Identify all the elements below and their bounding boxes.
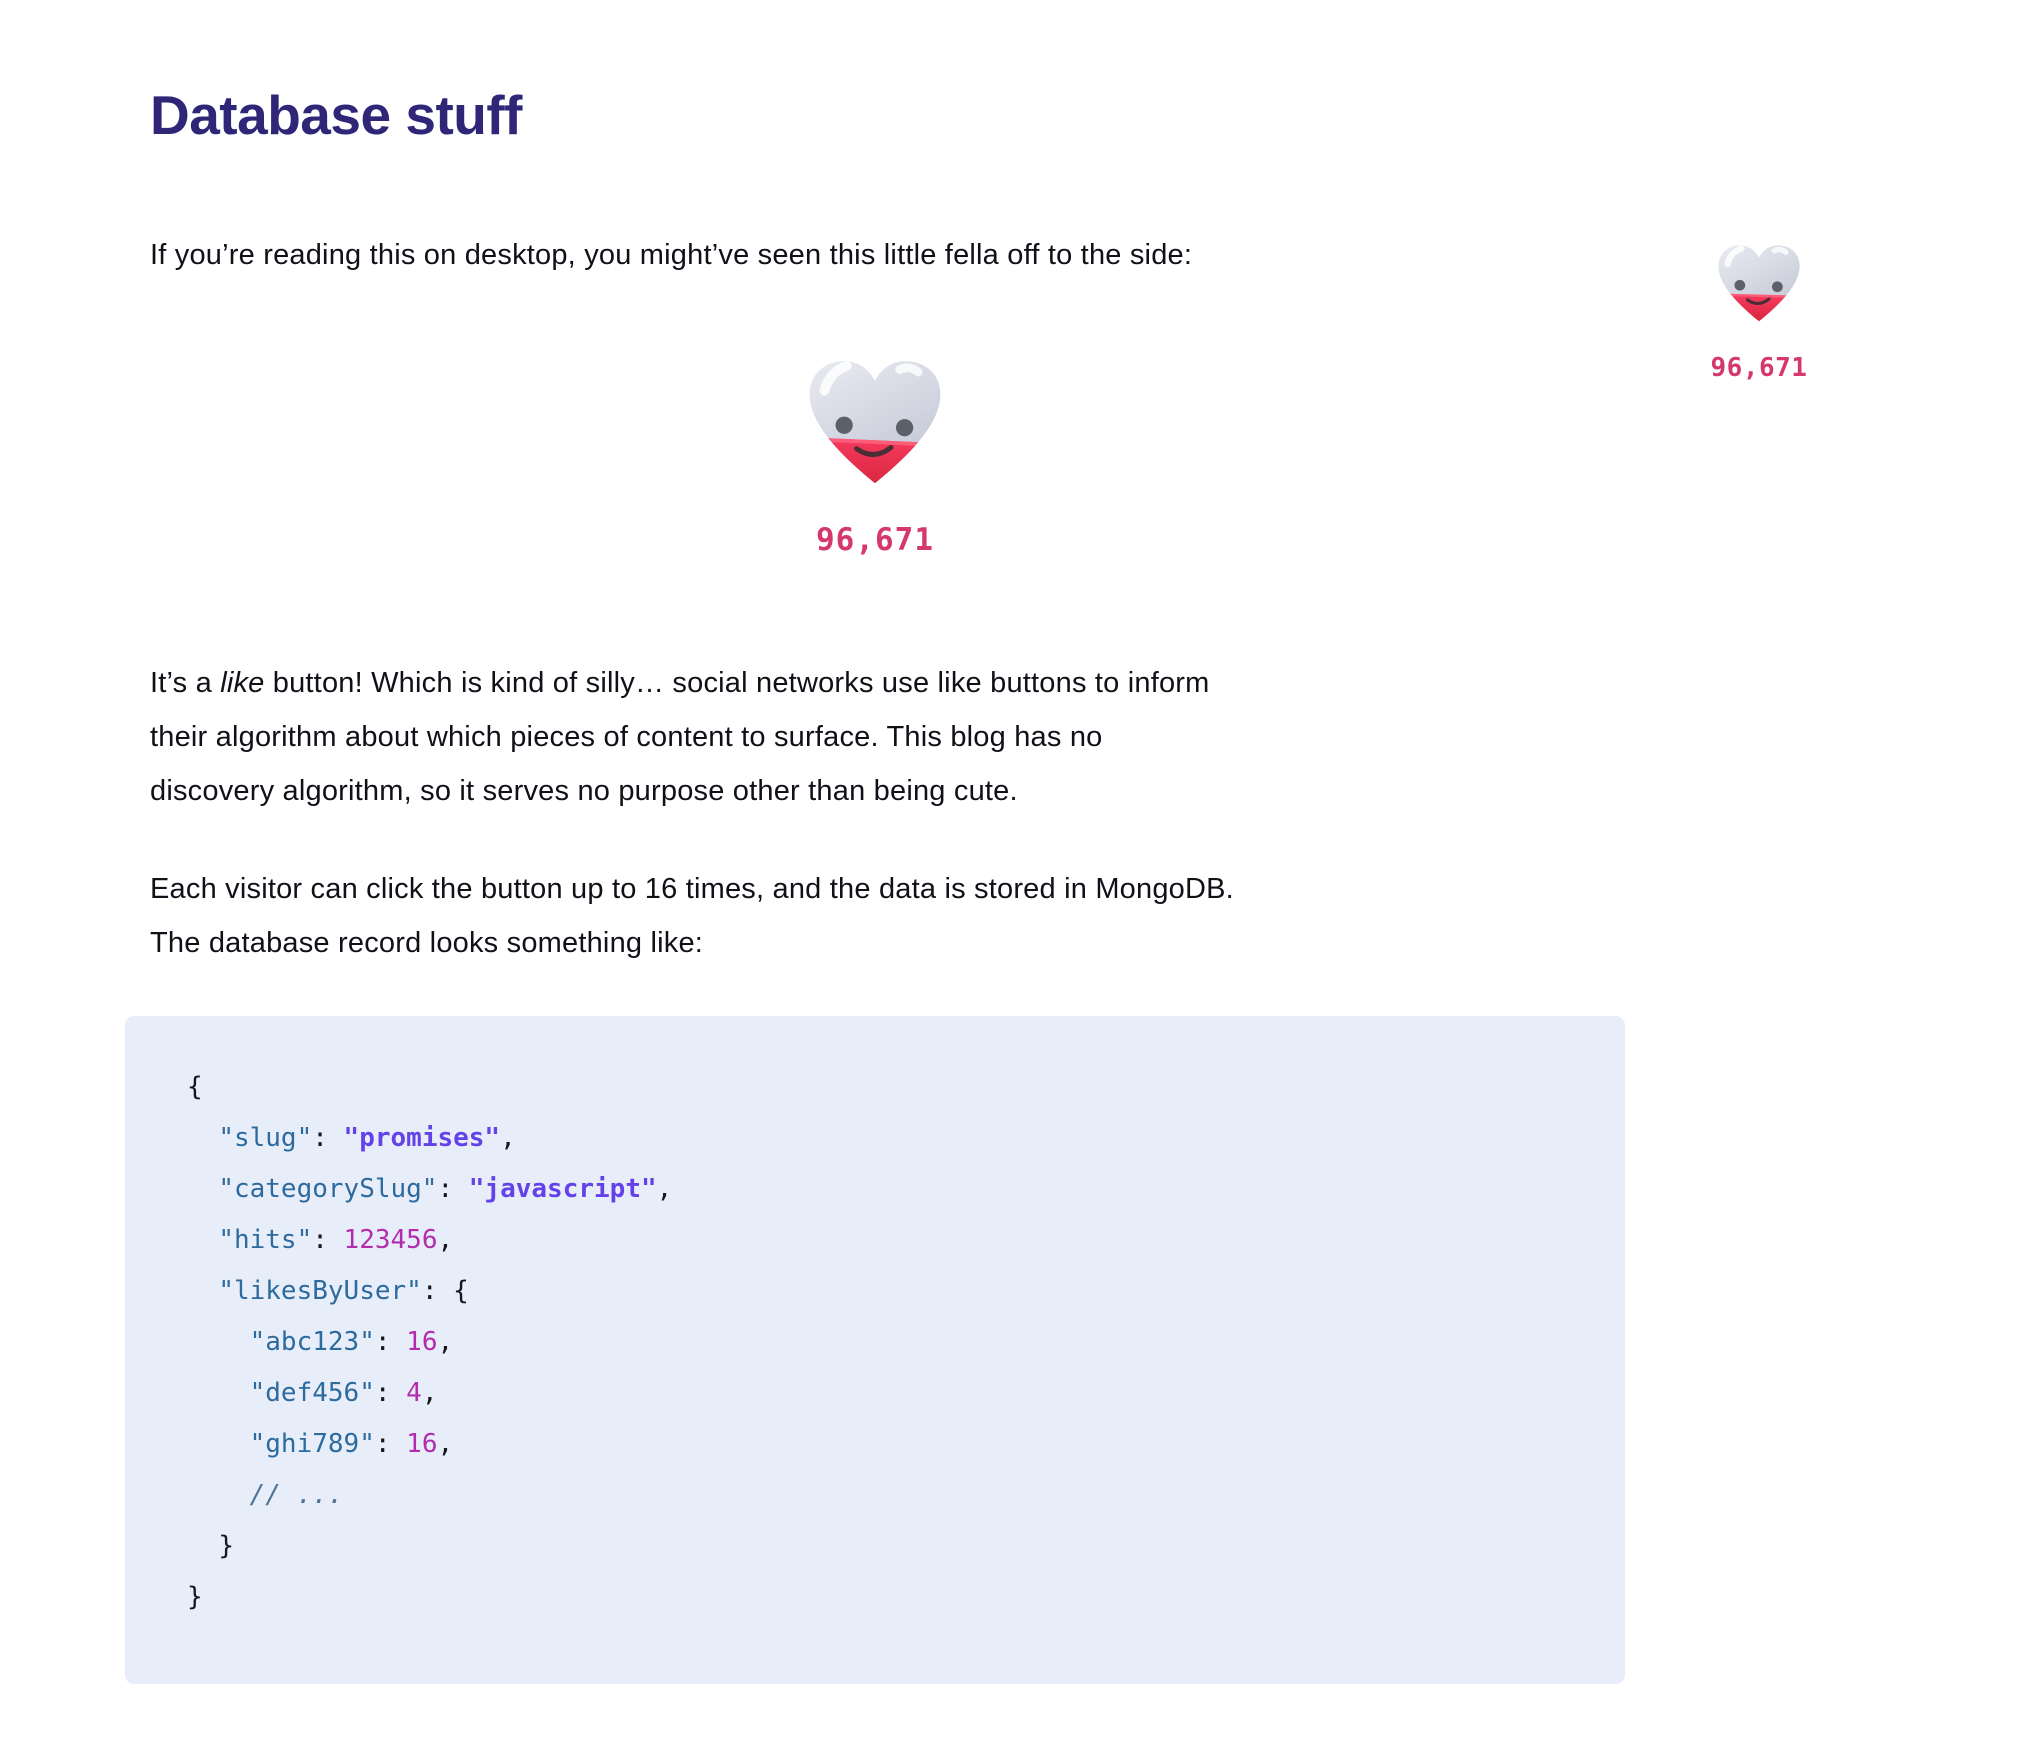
- code-line: "categorySlug": "javascript",: [218, 1174, 673, 1204]
- code-line: {: [187, 1072, 203, 1102]
- code-block: [125, 1016, 1625, 1684]
- like-button[interactable]: [150, 356, 1600, 558]
- code-line: // ...: [249, 1480, 344, 1510]
- heart-icon: [801, 356, 949, 492]
- sidebar-like-button[interactable]: [1698, 242, 1820, 383]
- code-line: "slug": "promises",: [218, 1123, 516, 1153]
- paragraph-intro: If you’re reading this on desktop, you might’ve seen this little fella off to the side:: [150, 239, 1193, 271]
- code-line: }: [187, 1582, 203, 1612]
- sidebar-heart-icon: [1713, 242, 1805, 327]
- code-line: "def456": 4,: [249, 1378, 438, 1408]
- section-heading: Database stuff: [150, 84, 522, 146]
- code-line: "likesByUser": {: [218, 1276, 469, 1306]
- code-line: "abc123": 16,: [249, 1327, 454, 1357]
- sidebar-like-count: 96,671: [1710, 353, 1808, 383]
- code-line: "ghi789": 16,: [249, 1429, 454, 1459]
- paragraph-like-button: It’s a like button! Which is kind of silly… social networks use like buttons to inform their algorithm about which pieces of content to surface. This blog has no discovery algorithm, so it serves no purpose other than being cute.: [150, 667, 1210, 807]
- article-section: [150, 0, 1600, 1684]
- code-line: "hits": 123456,: [218, 1225, 454, 1255]
- like-count: 96,671: [816, 522, 934, 558]
- code-line: }: [218, 1531, 234, 1561]
- paragraph-mongodb: Each visitor can click the button up to 16 times, and the data is stored in MongoDB. The database record looks something like:: [150, 873, 1234, 959]
